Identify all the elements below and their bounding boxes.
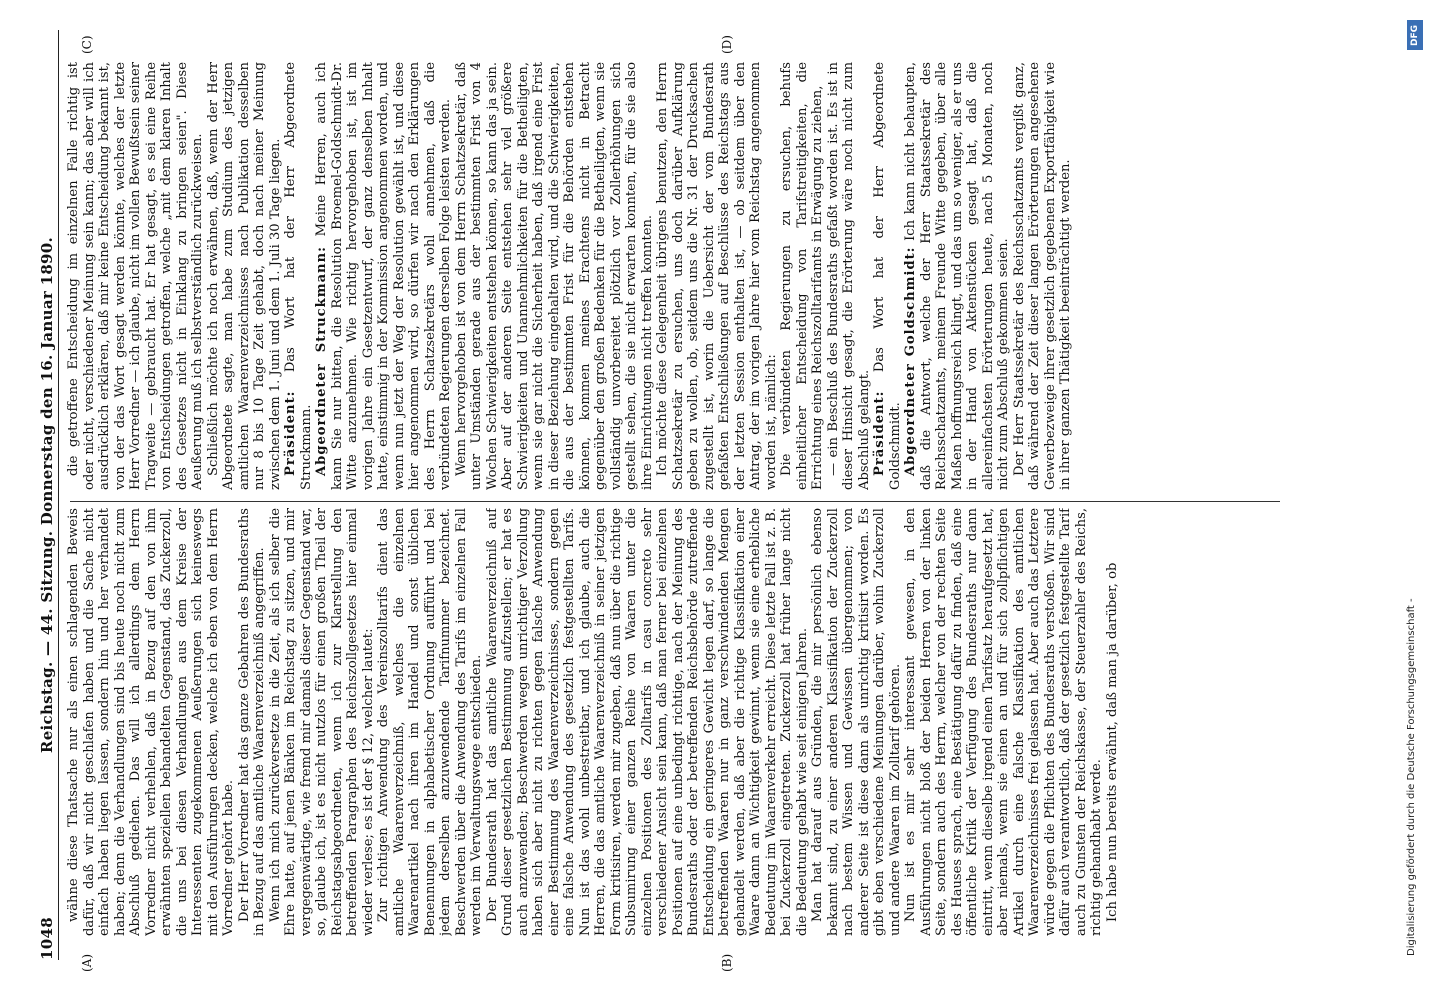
- margin-mark-d: (D): [720, 35, 734, 54]
- paragraph-text: Das Wort hat der Herr Abgeordnete Struckmann.: [283, 62, 314, 490]
- paragraph: [206, 62, 284, 490]
- watermark-text: Digitalisierung gefördert durch die Deutsche Forschungsgemeinschaft -: [1406, 598, 1417, 956]
- paragraph-text: Wenn ich mich zurückversetze in die Zeit, als ich selber die Ehre hatte, auf jenen Bänken im Reichstag zu sitzen, und mir vergegenwärtige, wie fremd mir damals dieser Gegenstand war, so, glaube ich, ist es nicht nutzlos für einen großen Theil der Reichstagsabgeordneten, wenn ich zur Klarstellung den betreffenden Paragraphen des Reichszollgesetzes hier einmal wieder verlese; es ist der § 12, welcher lautet:: [267, 508, 376, 936]
- dfg-logo: DFG: [1407, 20, 1423, 50]
- margin-mark-b: (B): [720, 953, 734, 972]
- paragraph-text: Zur richtigen Anwendung des Vereinszolltarifs dient das amtliche Waarenverzeichniß, welches die einzelnen Waarenartikel nach ihren im Handel und sonst üblichen Benennungen in alphabetischer Ordnung aufführt und bei jedem derselben anzuwendende Tarifnummer bezeichnet. Beschwerden über die Anwendung des Tarifs im einzelnen Fall werden im Verwaltungswege entschieden.: [376, 508, 484, 936]
- speaker-label: Abgeordneter Struckmann:: [314, 246, 329, 476]
- paragraph: [376, 508, 485, 936]
- paragraph: [66, 508, 237, 936]
- paragraph: [237, 508, 268, 936]
- paragraph-text: Das Wort hat der Herr Abgeordnete Goldschmidt.: [872, 62, 903, 490]
- page-title: Reichstag. — 44. Sitzung. Donnerstag den 16. Januar 1890.: [38, 236, 56, 754]
- paragraph-text: Der Herr Staatssekretär des Reichsschatzamts vergißt ganz, daß während der Zeit dieser langen Erörterungen angesehene Gewerbezweige ihrer gesetzlich gegebenen Exportfähigkeit wie in ihrer ganzen Thätigkeit beeinträchtigt werden.: [1011, 62, 1073, 490]
- speaker-label: Präsident:: [283, 390, 298, 476]
- text-column-right: [66, 62, 1286, 490]
- speaker-label: Abgeordneter Goldschmidt:: [903, 246, 918, 476]
- paragraph: [485, 508, 811, 936]
- paragraph-text: Meine Herren, auch ich kann Sie nur bitten, die Resolution Broemel-Goldschmidt-Dr. Witte anzunehmen. Wie richtig hervorgehoben ist, ist im vorigen Jahre ein Gesetzentwurf, der ganz denselben Inhalt hatte, einstimmig in der Kommission angenommen worden, und wenn nun jetzt der Weg der Resolution gewählt ist, und diese hier angenommen wird, so dürfen wir nach den Erklärungen des Herrn Schatzsekretärs wohl annehmen, daß die verbündeten Regierungen derselben Folge leisten werden.: [314, 62, 453, 490]
- paragraph-text: Ich habe nun bereits erwähnt, daß man ja darüber, ob: [1104, 562, 1120, 922]
- paragraph-text: Die verbündeten Regierungen zu ersuchen, behufs einheitlicher Entscheidung von Tarifstreitigkeiten, die Errichtung eines Reichszolltarifamts in Erwägung zu ziehen,: [779, 62, 825, 490]
- paragraph: [872, 62, 903, 490]
- paragraph-text: Ich kann nicht behaupten, daß die Antwort, welche der Herr Staatssekretär des Reichsschatzamts, meinem Freunde Witte gegeben, über alle Maßen hoffnungsreich klingt, und das um so weniger, als er uns in der Hand von Aktenstücken gesagt hat, daß die allereinfachsten Erörterungen heute, nach 5 Monaten, noch nicht zum Abschluß gekommen seien.: [903, 62, 1011, 490]
- paragraph-text: Ich möchte diese Gelegenheit übrigens benutzen, den Herrn Schatzsekretär zu ersuchen, uns doch darüber Aufklärung geben zu wollen, ob, seitdem uns die Nr. 31 der Drucksachen zugestellt ist, worin die Uebersicht der vom Bundesrath gefaßten Entschließungen auf Beschlüsse des Reichstags aus der letzten Session enthalten ist, — ob seitdem über den Antrag, der im vorigen Jahre hier vom Reichstag angenommen worden ist, nämlich:: [655, 62, 779, 490]
- dfg-watermark: [1406, 20, 1426, 980]
- paragraph-text: die getroffene Entscheidung im einzelnen Falle richtig ist oder nicht, verschiedener Meinung sein kann; das aber will ich ausdrücklich erklären, daß mir keine Entscheidung bekannt ist, von der das Wort gesagt werden könnte, welches der letzte Herr Vorredner — ich glaube, nicht im vollen Bewußtsein seiner Tragweite — gebraucht hat. Er hat gesagt, es sei eine Reihe von Entscheidungen getroffen, welche „mit dem klaren Inhalt des Gesetzes nicht in Einklang zu bringen seien". Diese Aeußerung muß ich selbstverständlich zurückweisen.: [66, 62, 205, 490]
- paragraph: [283, 62, 314, 490]
- text-column-left: [66, 508, 1286, 936]
- margin-mark-a: (A): [80, 953, 94, 972]
- paragraph: [66, 62, 206, 490]
- paragraph-text: Der Bundesrath hat das amtliche Waarenverzeichniß auf Grund dieser gesetzlichen Bestimmung aufzustellen; er hat es auch anzuwenden; Beschwerden wegen unrichtiger Verzollung haben sich aber nicht zu richten gegen falsche Anwendung einer Bestimmung des Waarenverzeichnisses, sondern gegen eine falsche Anwendung des gesetzlich festgestellten Tarifs. Nun ist das wohl unbestreitbar, und ich glaube, auch die Herren, die das amtliche Waarenverzeichniß in seiner jetzigen Form kritisiren, werden mir zugeben, daß nun über die richtige Subsumirung einer ganzen Reihe von Waaren unter die einzelnen Positionen des Zolltarifs in casu concreto sehr verschiedener Ansicht sein kann, daß man ferner bei einzelnen Positionen auf eine unbedingt richtige, nach der Meinung des Bundesraths oder der betreffenden Reichsbehörde zutreffende Entscheidung ein geringeres Gewicht legen darf, so lange die betreffenden Waaren nur in ganz verschwindenden Mengen gehandelt werden, daß aber die richtige Klassifikation einer Waare dann an Wichtigkeit gewinnt, wenn sie eine erhebliche Bedeutung im Waarenverkehr erreicht. Diese letzte Fall ist z. B. bei Zuckerzoll eingetreten. Zuckerzoll hat früher lange nicht die Bedeutung gehabt wie seit einigen Jahren.: [484, 508, 810, 936]
- paragraph: [314, 62, 454, 490]
- paragraph-text: Nun ist es mir sehr interessant gewesen, in den Ausführungen nicht bloß der beiden Herren von der linken Seite, sondern auch des Herrn, welcher von der rechten Seite des Hauses sprach, eine Bestätigung dafür zu finden, daß eine öffentliche Kritik der Verfügung des Bundesraths nur dann eintritt, wenn dieselbe irgend einen Tarifsatz heraufgesetzt hat, aber niemals, wenn sie einen an und für sich zollpflichtigen Artikel durch eine falsche Klassifikation des amtlichen Waarenverzeichnisses frei gelassen hat. Aber auch das Letztere würde gegen die Pflichten des Bundesraths verstoßen. Wir sind dafür auch verantwortlich, daß der gesetzlich festgestellte Tarif auch zu Gunsten der Reichskasse, der Steuerzahler des Reichs, richtig gehandhabt werde.: [903, 508, 1104, 936]
- speaker-label: Präsident:: [872, 390, 887, 476]
- paragraph-text: wähne diese Thatsache nur als einen schlagenden Beweis dafür, daß wir nicht geschlafen haben und die Sache nicht einfach haben liegen lassen, sondern hin und her verhandelt haben; denn die Verhandlungen sind bis heute noch nicht zum Abschluß gediehen. Das will ich allerdings dem Herrn Vorredner nicht verhehlen, daß in Bezug auf den von ihm erwähnten speziellen behandelten Gegenstand, das Zuckerzoll, die uns bei diesen Verhandlungen aus dem Kreise der Interessenten zugekommenen Aeußerungen sich keineswegs mit den Ausführungen decken, welche ich eben von dem Herrn Vorredner gehört habe.: [66, 508, 236, 936]
- paragraph-text: Der Herr Vorredner hat das ganze Gebahren des Bundesraths in Bezug auf das amtliche Waarenverzeichniß angegriffen.: [236, 508, 267, 936]
- paragraph: [903, 508, 1105, 936]
- paragraph: [454, 62, 656, 490]
- paragraph: [779, 62, 826, 490]
- paragraph: [826, 62, 873, 490]
- column-divider: [70, 501, 1280, 502]
- margin-mark-c: (C): [80, 35, 94, 54]
- paragraph: [268, 508, 377, 936]
- paragraph-text: Schließlich möchte ich noch erwähnen, daß, wenn der Herr Abgeordnete sagte, man habe zum Studium des jetzigen amtlichen Waarenverzeichnisses nach Publikation desselben nur 8 bis 10 Tage Zeit gehabt, doch nach meiner Meinung zwischen dem 1. Juni und dem 1. Juli 30 Tage liegen.: [205, 62, 283, 490]
- paragraph-text: Wenn hervorgehoben ist von dem Herrn Schatzsekretär, daß unter Umständen gerade aus der bestimmten Frist von 4 Wochen Schwierigkeiten entstehen können, so kann das ja sein. Aber auf der anderen Seite entstehen sehr viel größere Schwierigkeiten und Unannehmlichkeiten für die Betheiligten, wenn sie gar nicht die Sicherheit haben, daß irgend eine Frist in dieser Beziehung eingehalten wird, und die Schwierigkeiten, die aus der bestimmten Frist für die Behörden entstehen können, kommen meines Erachtens nicht in Betracht gegenüber den großen Bedenken für die Betheiligten, wenn sie vollständig unvorbereitet plötzlich vor Zollerhöhungen sich gestellt sehen, die sie nicht erwarten konnten, für die sie also ihre Einrichtungen nicht treffen konnten.: [453, 62, 655, 490]
- page-number: 1048: [38, 917, 56, 960]
- paragraph: [655, 62, 779, 490]
- paragraph-text: — ein Beschluß des Bundesraths gefaßt worden ist. Es ist in dieser Hinsicht gesagt, die Erörterung wäre noch nicht zum Abschluß gelangt.: [825, 62, 872, 490]
- header-rule: [58, 30, 59, 960]
- paragraph: [810, 508, 903, 936]
- paragraph: [1105, 508, 1121, 936]
- paragraph: [1012, 62, 1074, 490]
- paragraph: [903, 62, 1012, 490]
- paragraph-text: Man hat darauf aus Gründen, die mir persönlich ebenso bekannt sind, zu einer anderen Klassifikation der Zuckerzoll nach bestem Wissen und Gewissen übergenommen; von anderer Seite ist diese dann als unrichtig kritisirt worden. Es gibt eben verschiedene Meinungen darüber, wohin Zuckerzoll und andere Waaren im Zolltarif gehören.: [810, 508, 903, 936]
